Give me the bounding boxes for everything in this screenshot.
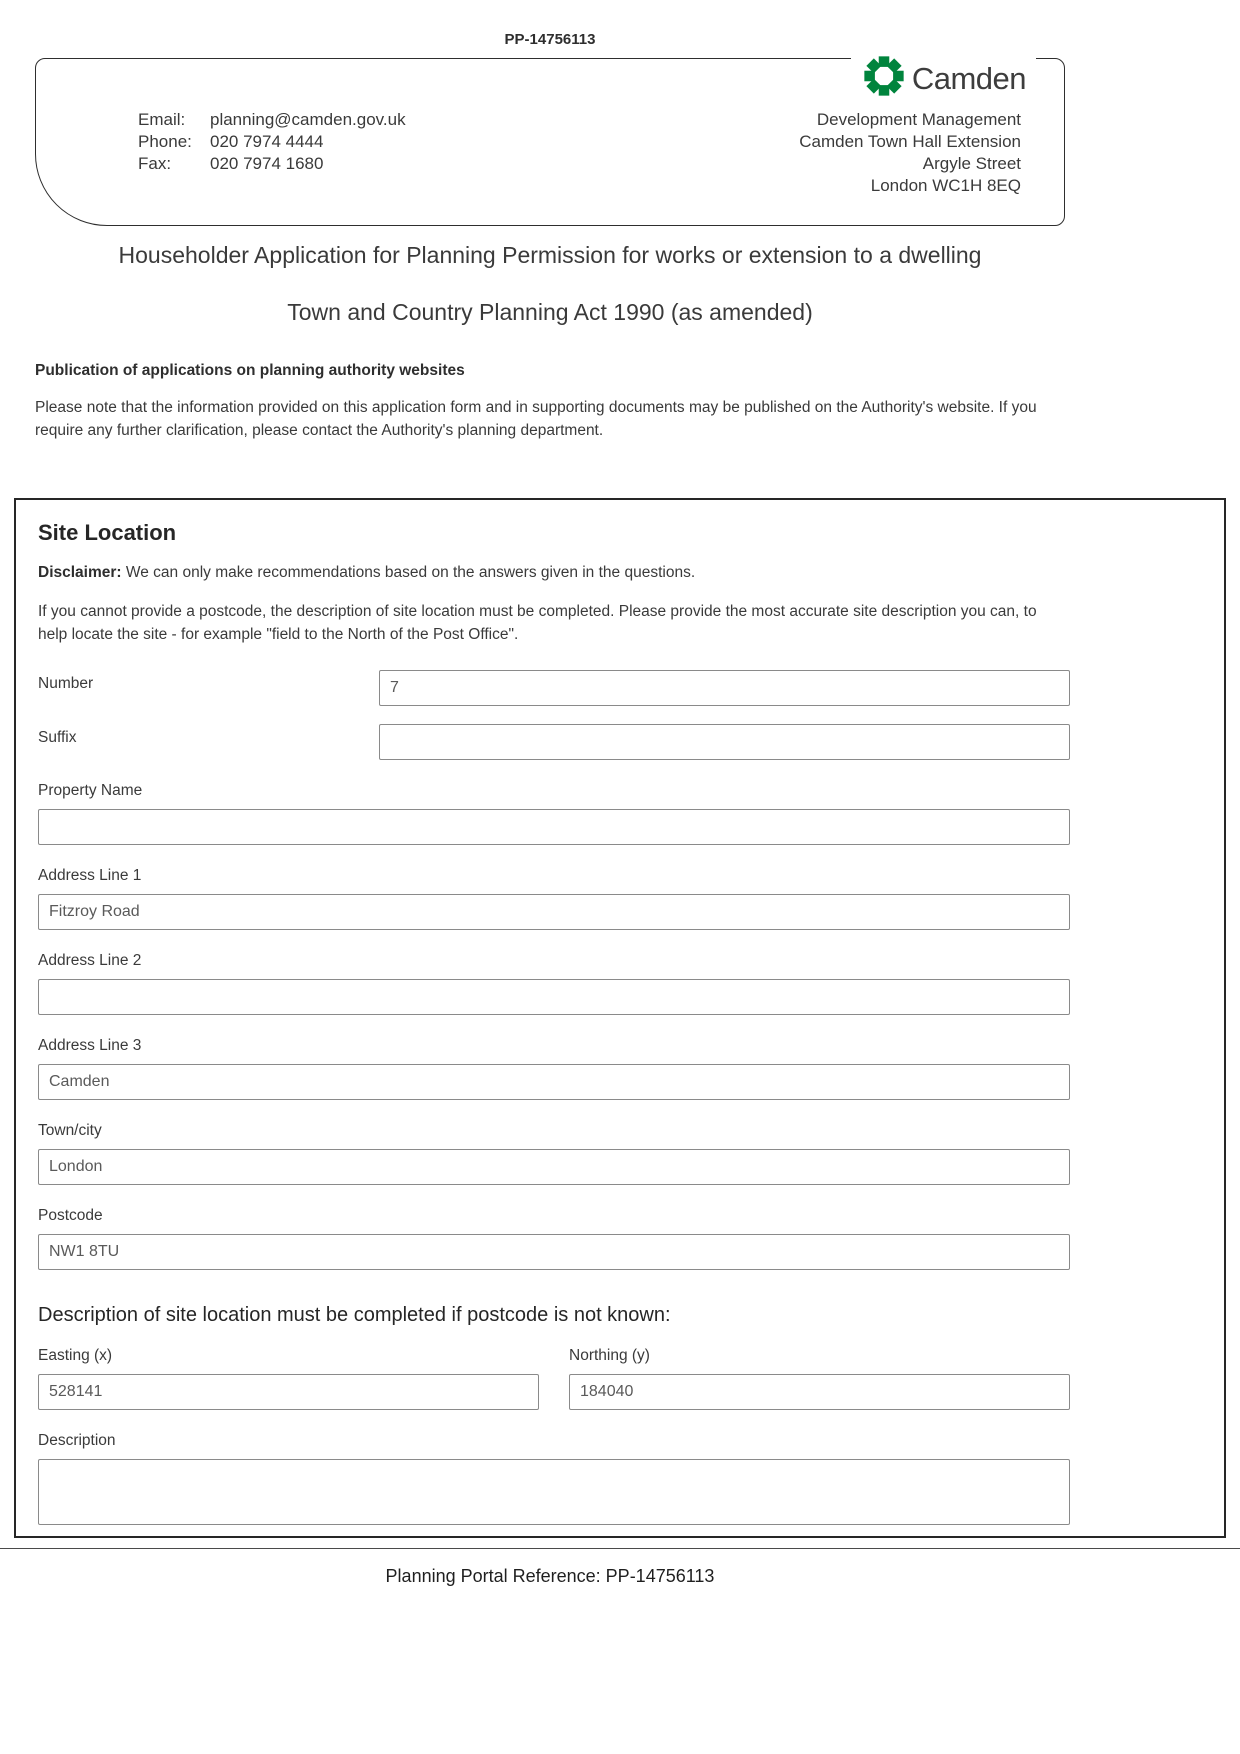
address-line-1-input[interactable] xyxy=(38,894,1070,930)
address-line-3-label: Address Line 3 xyxy=(38,1037,142,1054)
camden-logo-icon xyxy=(861,53,907,104)
suffix-label: Suffix xyxy=(38,729,77,746)
camden-logo-text: Camden xyxy=(911,60,1026,96)
contact-email-row xyxy=(138,109,406,131)
address-line-3-input[interactable] xyxy=(38,1064,1070,1100)
disclaimer-text: We can only make recommendations based on the answers given in the questions. xyxy=(125,564,696,581)
coordinates-row xyxy=(38,1347,1070,1410)
fax-label: Fax: xyxy=(138,154,172,173)
easting-label: Easting (x) xyxy=(38,1347,113,1364)
address-line-2-label: Address Line 2 xyxy=(38,952,142,969)
form-title: Householder Application for Planning Permission for works or extension to a dwelling xyxy=(118,242,982,268)
number-label: Number xyxy=(38,675,94,692)
easting-field-row xyxy=(38,1347,539,1410)
number-input[interactable] xyxy=(379,670,1070,706)
publication-body: Please note that the information provided on this application form and in supporting documents may be published on the Authority's website. If you require any further clarification, please contact the Authority's planning department. xyxy=(35,399,1037,439)
property-name-input[interactable] xyxy=(38,809,1070,845)
suffix-field-row xyxy=(38,724,1070,760)
camden-logo xyxy=(851,51,1036,106)
contact-fax-row xyxy=(138,153,406,175)
contact-phone-row xyxy=(138,131,406,153)
northing-field-row xyxy=(569,1347,1070,1410)
northing-label: Northing (y) xyxy=(569,1347,650,1364)
department-address xyxy=(799,109,1021,197)
town-city-field-row xyxy=(38,1122,1070,1185)
description-label: Description xyxy=(38,1432,116,1449)
address-line: Camden Town Hall Extension xyxy=(799,132,1021,151)
town-city-input[interactable] xyxy=(38,1149,1070,1185)
address-line-2-input[interactable] xyxy=(38,979,1070,1015)
easting-input[interactable] xyxy=(38,1374,539,1410)
email-value: planning@camden.gov.uk xyxy=(210,110,406,129)
address-line-2-field-row xyxy=(38,952,1070,1015)
fax-value: 020 7974 1680 xyxy=(210,154,324,173)
address-line-1-label: Address Line 1 xyxy=(38,867,142,884)
property-name-label: Property Name xyxy=(38,782,143,799)
northing-input[interactable] xyxy=(569,1374,1070,1410)
site-location-intro: If you cannot provide a postcode, the description of site location must be completed. Please provide the most accurate site description you can, to help locate the site - for example "field to the North of the Post Office". xyxy=(38,603,1037,643)
disclaimer-label: Disclaimer: xyxy=(38,564,122,581)
address-line: Argyle Street xyxy=(922,154,1021,173)
postcode-input[interactable] xyxy=(38,1234,1070,1270)
town-city-label: Town/city xyxy=(38,1122,102,1139)
footer-divider xyxy=(0,1548,1240,1549)
suffix-input[interactable] xyxy=(379,724,1070,760)
property-name-field-row xyxy=(38,782,1070,845)
description-input[interactable] xyxy=(38,1459,1070,1525)
phone-label: Phone: xyxy=(138,132,192,151)
number-field-row xyxy=(38,670,1070,706)
footer-reference: Planning Portal Reference: PP-14756113 xyxy=(385,1566,715,1586)
postcode-field-row xyxy=(38,1207,1070,1270)
email-label: Email: xyxy=(138,110,186,129)
address-line: Development Management xyxy=(816,110,1021,129)
publication-heading: Publication of applications on planning authority websites xyxy=(35,362,465,379)
site-location-heading: Site Location xyxy=(38,520,177,545)
disclaimer xyxy=(38,562,1070,584)
header-contact-box xyxy=(35,58,1065,226)
act-subtitle: Town and Country Planning Act 1990 (as amended) xyxy=(287,299,813,325)
description-field-row xyxy=(38,1432,1070,1530)
site-location-section xyxy=(14,498,1226,1538)
contact-details xyxy=(138,109,406,197)
postcode-label: Postcode xyxy=(38,1207,103,1224)
address-line: London WC1H 8EQ xyxy=(870,176,1021,195)
address-line-3-field-row xyxy=(38,1037,1070,1100)
phone-value: 020 7974 4444 xyxy=(210,132,324,151)
address-line-1-field-row xyxy=(38,867,1070,930)
description-section-heading: Description of site location must be completed if postcode is not known: xyxy=(38,1304,671,1326)
reference-top: PP-14756113 xyxy=(504,31,596,48)
